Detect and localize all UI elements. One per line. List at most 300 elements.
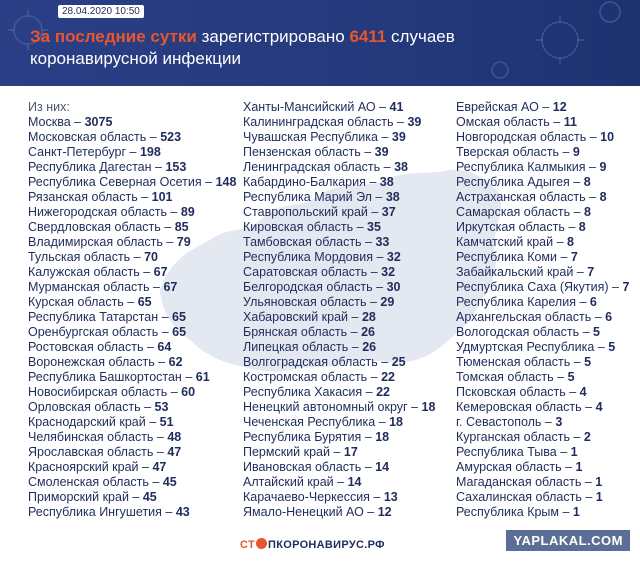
- title-line-2: коронавирусной инфекции: [30, 49, 241, 68]
- region-value: 1: [570, 445, 578, 459]
- region-name: Кабардино-Балкария: [243, 175, 366, 189]
- region-value: 39: [391, 130, 406, 144]
- region-row: [456, 385, 629, 400]
- region-value: 3075: [84, 115, 113, 129]
- region-name: Челябинская область: [28, 430, 154, 444]
- region-value: 37: [381, 205, 396, 219]
- region-name: Республика Башкортостан: [28, 370, 182, 384]
- separator: –: [377, 130, 392, 144]
- region-name: Амурская область: [456, 460, 562, 474]
- region-row: [456, 220, 629, 235]
- region-value: 35: [367, 220, 381, 234]
- region-row: [456, 295, 629, 310]
- region-name: Белгородская область: [243, 280, 373, 294]
- separator: –: [565, 385, 580, 399]
- region-row: [28, 130, 236, 145]
- region-value: 13: [383, 490, 398, 504]
- separator: –: [407, 400, 422, 414]
- region-name: Вологодская область: [456, 325, 580, 339]
- region-row: [243, 265, 435, 280]
- region-name: Москва: [28, 115, 71, 129]
- separator: –: [373, 250, 387, 264]
- region-value: 25: [391, 355, 406, 369]
- region-row: [28, 475, 236, 490]
- region-value: 8: [567, 235, 574, 249]
- region-value: 60: [181, 385, 196, 399]
- region-row: [456, 205, 629, 220]
- region-value: 8: [583, 175, 591, 189]
- region-value: 30: [386, 280, 401, 294]
- separator: –: [365, 175, 380, 189]
- region-value: 48: [167, 430, 182, 444]
- region-row: [243, 340, 435, 355]
- separator: –: [361, 460, 376, 474]
- region-row: [28, 250, 236, 265]
- region-value: 1: [572, 505, 580, 519]
- region-column-3: [456, 100, 629, 520]
- region-value: 7: [587, 265, 595, 279]
- region-row: [243, 400, 435, 415]
- separator: –: [573, 265, 588, 279]
- region-row: [28, 265, 236, 280]
- separator: –: [393, 115, 408, 129]
- separator: –: [585, 160, 600, 174]
- page-title: [30, 26, 620, 70]
- region-value: 18: [389, 415, 403, 429]
- region-row: [456, 505, 629, 520]
- separator: –: [363, 505, 378, 519]
- separator: –: [375, 415, 390, 429]
- region-row: [243, 430, 435, 445]
- separator: –: [579, 325, 594, 339]
- separator: –: [570, 205, 584, 219]
- region-value: 5: [593, 325, 600, 339]
- region-value: 1: [595, 490, 603, 504]
- region-value: 12: [377, 505, 392, 519]
- region-name: Приморский край: [28, 490, 129, 504]
- region-row: [243, 250, 435, 265]
- region-row: [456, 145, 629, 160]
- region-name: Иркутская область: [456, 220, 565, 234]
- region-row: [456, 475, 629, 490]
- separator: –: [380, 160, 395, 174]
- region-name: Владимирская область: [28, 235, 163, 249]
- region-value: 6: [605, 310, 613, 324]
- region-value: 12: [552, 100, 567, 114]
- region-row: [28, 310, 236, 325]
- intro-label: Из них:: [28, 100, 70, 114]
- region-row: [243, 445, 435, 460]
- region-name: Санкт-Петербург: [28, 145, 127, 159]
- region-row: [456, 415, 629, 430]
- region-row: [243, 175, 435, 190]
- separator: –: [367, 205, 382, 219]
- separator: –: [541, 415, 556, 429]
- region-value: 41: [389, 100, 404, 114]
- region-value: 65: [137, 295, 152, 309]
- region-value: 39: [374, 145, 389, 159]
- region-value: 8: [599, 190, 607, 204]
- region-row: [456, 460, 629, 475]
- region-value: 89: [180, 205, 195, 219]
- region-row: [28, 280, 236, 295]
- region-row: [243, 160, 435, 175]
- separator: –: [361, 235, 376, 249]
- region-row: [28, 190, 236, 205]
- separator: –: [549, 115, 564, 129]
- region-row: [28, 490, 236, 505]
- region-row: [456, 490, 629, 505]
- region-value: 10: [600, 130, 615, 144]
- region-name: Курская область: [28, 295, 124, 309]
- region-name: Республика Крым: [456, 505, 560, 519]
- region-row: [456, 340, 629, 355]
- region-row: [28, 325, 236, 340]
- region-name: Новосибирская область: [28, 385, 168, 399]
- region-name: Тюменская область: [456, 355, 571, 369]
- region-name: Магаданская область: [456, 475, 582, 489]
- region-name: Смоленская область: [28, 475, 149, 489]
- region-name: Краснодарский край: [28, 415, 146, 429]
- region-name: Ненецкий автономный округ: [243, 400, 408, 414]
- separator: –: [146, 130, 161, 144]
- separator: –: [162, 235, 177, 249]
- region-row: [456, 355, 629, 370]
- region-row: [456, 325, 629, 340]
- region-value: 9: [599, 160, 607, 174]
- separator: –: [558, 145, 573, 159]
- separator: –: [123, 295, 138, 309]
- region-name: Оренбургская область: [28, 325, 159, 339]
- region-row: [28, 145, 236, 160]
- region-value: 47: [152, 460, 167, 474]
- region-name: Республика Коми: [456, 250, 558, 264]
- region-name: Тверская область: [456, 145, 559, 159]
- separator: –: [561, 460, 576, 474]
- region-value: 38: [379, 175, 394, 189]
- region-name: Курганская область: [456, 430, 570, 444]
- region-row: [456, 265, 629, 280]
- separator: –: [348, 310, 362, 324]
- separator: –: [553, 235, 568, 249]
- region-name: Нижегородская область: [28, 205, 167, 219]
- region-row: [456, 370, 629, 385]
- region-row: [243, 310, 435, 325]
- separator: –: [367, 265, 382, 279]
- region-value: 1: [595, 475, 603, 489]
- region-row: [28, 175, 236, 190]
- separator: –: [581, 490, 596, 504]
- separator: –: [143, 340, 158, 354]
- region-row: [28, 385, 236, 400]
- region-row: [243, 460, 435, 475]
- region-value: 14: [375, 460, 390, 474]
- separator: –: [575, 295, 590, 309]
- region-row: [28, 415, 236, 430]
- region-row: [456, 160, 629, 175]
- region-value: 11: [563, 115, 577, 129]
- region-value: 65: [172, 325, 187, 339]
- separator: –: [556, 445, 571, 459]
- region-name: Еврейская АО: [456, 100, 539, 114]
- separator: –: [166, 205, 181, 219]
- separator: –: [126, 145, 140, 159]
- region-name: Московская область: [28, 130, 147, 144]
- region-name: Астраханская область: [456, 190, 586, 204]
- region-value: 53: [154, 400, 169, 414]
- region-value: 148: [215, 175, 237, 189]
- region-value: 198: [139, 145, 161, 159]
- region-row: [243, 355, 435, 370]
- region-row: [456, 400, 629, 415]
- region-row: [456, 250, 629, 265]
- separator: –: [360, 145, 375, 159]
- region-row: [28, 460, 236, 475]
- region-value: 3: [555, 415, 563, 429]
- region-name: Республика Северная Осетия: [28, 175, 202, 189]
- region-value: 9: [572, 145, 580, 159]
- region-name: Калужская область: [28, 265, 140, 279]
- separator: –: [161, 505, 176, 519]
- region-value: 5: [608, 340, 616, 354]
- separator: –: [369, 490, 384, 504]
- region-name: Калининградская область: [243, 115, 394, 129]
- region-value: 153: [165, 160, 187, 174]
- separator: –: [553, 370, 568, 384]
- region-name: Тамбовская область: [243, 235, 362, 249]
- region-value: 51: [159, 415, 174, 429]
- region-value: 64: [157, 340, 172, 354]
- region-value: 22: [381, 370, 395, 384]
- region-row: [243, 115, 435, 130]
- region-row: [243, 205, 435, 220]
- separator: –: [130, 250, 145, 264]
- stop-hand-icon: [256, 538, 267, 549]
- separator: –: [591, 310, 606, 324]
- separator: –: [151, 160, 166, 174]
- separator: –: [154, 355, 169, 369]
- region-row: [243, 280, 435, 295]
- separator: –: [333, 475, 348, 489]
- separator: –: [128, 490, 143, 504]
- title-text-end: случаев: [386, 27, 455, 46]
- report-date: 28.04.2020 10:50: [58, 5, 144, 18]
- region-value: 7: [570, 250, 578, 264]
- stopcoronavirus-logo: [240, 538, 385, 551]
- separator: –: [581, 400, 596, 414]
- region-name: Удмуртская Республика: [456, 340, 595, 354]
- region-name: Пермский край: [243, 445, 330, 459]
- region-name: Ульяновская область: [243, 295, 367, 309]
- region-name: Республика Татарстан: [28, 310, 159, 324]
- region-name: Республика Марий Эл: [243, 190, 372, 204]
- region-name: Республика Карелия: [456, 295, 576, 309]
- region-row: [456, 280, 629, 295]
- region-row: [28, 370, 236, 385]
- region-row: [456, 310, 629, 325]
- region-value: 38: [385, 190, 400, 204]
- separator: –: [371, 190, 386, 204]
- separator: –: [348, 340, 363, 354]
- region-name: Свердловская область: [28, 220, 161, 234]
- region-value: 26: [361, 325, 375, 339]
- region-name: Республика Бурятия: [243, 430, 362, 444]
- separator: –: [138, 460, 153, 474]
- title-number: 6411: [349, 27, 387, 46]
- region-name: Ставропольский край: [243, 205, 368, 219]
- title-text: зарегистрировано: [196, 27, 350, 46]
- region-value: 22: [376, 385, 390, 399]
- region-row: [28, 355, 236, 370]
- region-name: Карачаево-Черкессия: [243, 490, 370, 504]
- region-row: [28, 295, 236, 310]
- separator: –: [153, 430, 168, 444]
- separator: –: [347, 325, 362, 339]
- separator: –: [361, 430, 376, 444]
- region-row: [28, 220, 236, 235]
- region-row: [456, 175, 629, 190]
- region-row: [456, 190, 629, 205]
- region-row: [243, 325, 435, 340]
- separator: –: [330, 445, 344, 459]
- region-name: Новгородская область: [456, 130, 587, 144]
- region-row: [243, 415, 435, 430]
- region-value: 67: [153, 265, 168, 279]
- region-value: 14: [347, 475, 362, 489]
- header-banner: [0, 0, 640, 86]
- separator: –: [367, 370, 382, 384]
- region-name: Костромская область: [243, 370, 368, 384]
- separator: –: [362, 385, 377, 399]
- separator: –: [353, 220, 368, 234]
- region-name: Хабаровский край: [243, 310, 349, 324]
- region-value: 39: [407, 115, 422, 129]
- region-name: Томская область: [456, 370, 554, 384]
- watermark: YAPLAKAL.COM: [506, 530, 630, 551]
- region-name: г. Севастополь: [456, 415, 542, 429]
- separator: –: [377, 355, 392, 369]
- separator: –: [137, 190, 152, 204]
- separator: –: [160, 220, 175, 234]
- region-value: 18: [421, 400, 436, 414]
- region-row: [243, 385, 435, 400]
- region-value: 1: [575, 460, 583, 474]
- region-row: [28, 400, 236, 415]
- region-value: 523: [160, 130, 182, 144]
- separator: –: [140, 400, 155, 414]
- region-name: Ярославская область: [28, 445, 154, 459]
- separator: –: [372, 280, 387, 294]
- region-row: [456, 445, 629, 460]
- region-name: Мурманская область: [28, 280, 150, 294]
- region-name: Кемеровская область: [456, 400, 582, 414]
- region-row: [243, 220, 435, 235]
- region-value: 43: [175, 505, 190, 519]
- region-name: Пензенская область: [243, 145, 361, 159]
- region-name: Республика Дагестан: [28, 160, 152, 174]
- region-name: Саратовская область: [243, 265, 368, 279]
- region-value: 32: [381, 265, 396, 279]
- region-name: Омская область: [456, 115, 550, 129]
- separator: –: [608, 280, 623, 294]
- region-name: Сахалинская область: [456, 490, 582, 504]
- region-value: 61: [195, 370, 210, 384]
- region-name: Тульская область: [28, 250, 131, 264]
- separator: –: [181, 370, 196, 384]
- region-row: [243, 490, 435, 505]
- region-name: Ханты-Мансийский АО: [243, 100, 376, 114]
- region-row: [456, 100, 629, 115]
- region-name: Ростовская область: [28, 340, 144, 354]
- separator: –: [201, 175, 216, 189]
- region-name: Республика Адыгея: [456, 175, 570, 189]
- separator: –: [153, 445, 168, 459]
- separator: –: [564, 220, 579, 234]
- separator: –: [586, 130, 601, 144]
- separator: –: [570, 355, 585, 369]
- separator: –: [149, 280, 164, 294]
- region-value: 45: [142, 490, 157, 504]
- region-row: [243, 100, 435, 115]
- region-row: [456, 130, 629, 145]
- title-highlight: За последние сутки: [30, 27, 197, 46]
- region-row: [456, 430, 629, 445]
- region-row: [28, 115, 236, 130]
- region-row: [243, 130, 435, 145]
- separator: –: [366, 295, 381, 309]
- region-name: Кировская область: [243, 220, 354, 234]
- separator: –: [139, 265, 154, 279]
- region-value: 47: [167, 445, 182, 459]
- region-value: 26: [362, 340, 377, 354]
- region-value: 79: [176, 235, 191, 249]
- separator: –: [158, 325, 173, 339]
- separator: –: [145, 415, 160, 429]
- separator: –: [594, 340, 609, 354]
- region-value: 62: [168, 355, 183, 369]
- logo-right: ПКОРОНАВИРУС.РФ: [268, 539, 385, 551]
- region-value: 85: [174, 220, 189, 234]
- region-value: 6: [589, 295, 597, 309]
- region-value: 18: [375, 430, 390, 444]
- region-name: Чеченская Республика: [243, 415, 376, 429]
- region-row: [28, 430, 236, 445]
- region-row: [243, 145, 435, 160]
- separator: –: [581, 475, 596, 489]
- region-value: 101: [151, 190, 173, 204]
- region-column-2: [243, 100, 435, 520]
- region-name: Волгоградская область: [243, 355, 378, 369]
- region-name: Красноярский край: [28, 460, 139, 474]
- region-name: Рязанская область: [28, 190, 138, 204]
- region-name: Алтайский край: [243, 475, 334, 489]
- separator: –: [557, 250, 571, 264]
- separator: –: [158, 310, 173, 324]
- region-name: Архангельская область: [456, 310, 592, 324]
- region-name: Республика Калмыкия: [456, 160, 586, 174]
- region-row: [243, 235, 435, 250]
- region-name: Самарская область: [456, 205, 571, 219]
- region-value: 8: [584, 205, 591, 219]
- region-value: 28: [361, 310, 376, 324]
- region-value: 67: [163, 280, 178, 294]
- region-name: Липецкая область: [243, 340, 349, 354]
- region-value: 4: [579, 385, 587, 399]
- region-name: Забайкальский край: [456, 265, 574, 279]
- region-value: 65: [172, 310, 186, 324]
- region-value: 2: [583, 430, 591, 444]
- region-value: 45: [162, 475, 177, 489]
